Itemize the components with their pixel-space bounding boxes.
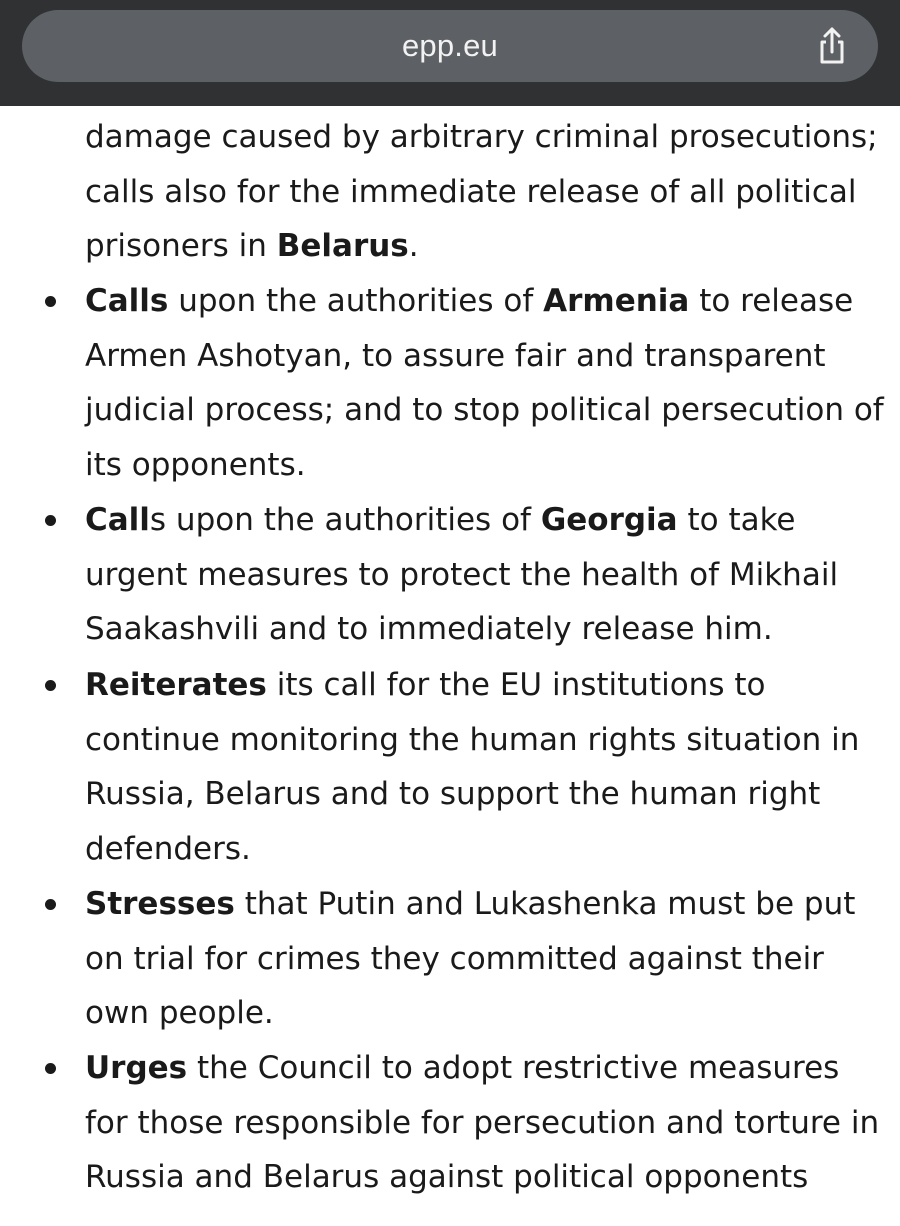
bullet-icon xyxy=(45,296,56,307)
intro-bold: Belarus xyxy=(276,228,409,265)
bullet-icon xyxy=(45,1063,56,1074)
share-icon[interactable] xyxy=(812,26,852,66)
item-lead: Call xyxy=(85,502,150,538)
item-text: that Putin and Lukashenka must be put on trial for crimes they committed against their own people. xyxy=(85,886,856,1032)
list-item xyxy=(85,658,885,877)
item-text: s upon the authorities of xyxy=(149,502,541,538)
url-text: epp.eu xyxy=(401,28,499,63)
bullet-icon xyxy=(45,515,56,526)
browser-toolbar xyxy=(0,0,900,106)
item-text: its call for the EU institutions to continue monitoring the human rights situation in Russia, Belarus and to support the human right defenders. xyxy=(85,667,860,868)
item-text: to release Armen Ashotyan, to assure fair and transparent judicial process; and to stop political persecution of its opponents. xyxy=(85,283,884,484)
list-item xyxy=(85,1041,885,1205)
intro-text: damage caused by arbitrary criminal prosecutions; calls also for the immediate release of all political prisoners in xyxy=(85,119,878,265)
list-item xyxy=(85,493,885,657)
list-item xyxy=(85,877,885,1041)
intro-paragraph xyxy=(85,110,885,274)
item-text: the Council to adopt restrictive measures for those responsible for persecution and torture in Russia and Belarus against political opponents xyxy=(85,1050,880,1196)
bullet-icon xyxy=(45,899,56,910)
item-lead: Calls xyxy=(85,283,169,319)
article-content xyxy=(0,106,900,1226)
item-country: Georgia xyxy=(540,502,678,538)
address-bar[interactable] xyxy=(22,10,878,82)
intro-end: . xyxy=(408,228,419,265)
item-text: to take urgent measures to protect the health of Mikhail Saakashvili and to immediately release him. xyxy=(85,502,839,648)
bullet-icon xyxy=(45,680,56,691)
list-item xyxy=(85,274,885,493)
item-lead: Stresses xyxy=(85,886,235,922)
item-text: upon the authorities of xyxy=(168,283,544,319)
item-lead: Reiterates xyxy=(85,667,267,703)
item-country: Armenia xyxy=(543,283,690,319)
item-lead: Urges xyxy=(85,1050,188,1086)
